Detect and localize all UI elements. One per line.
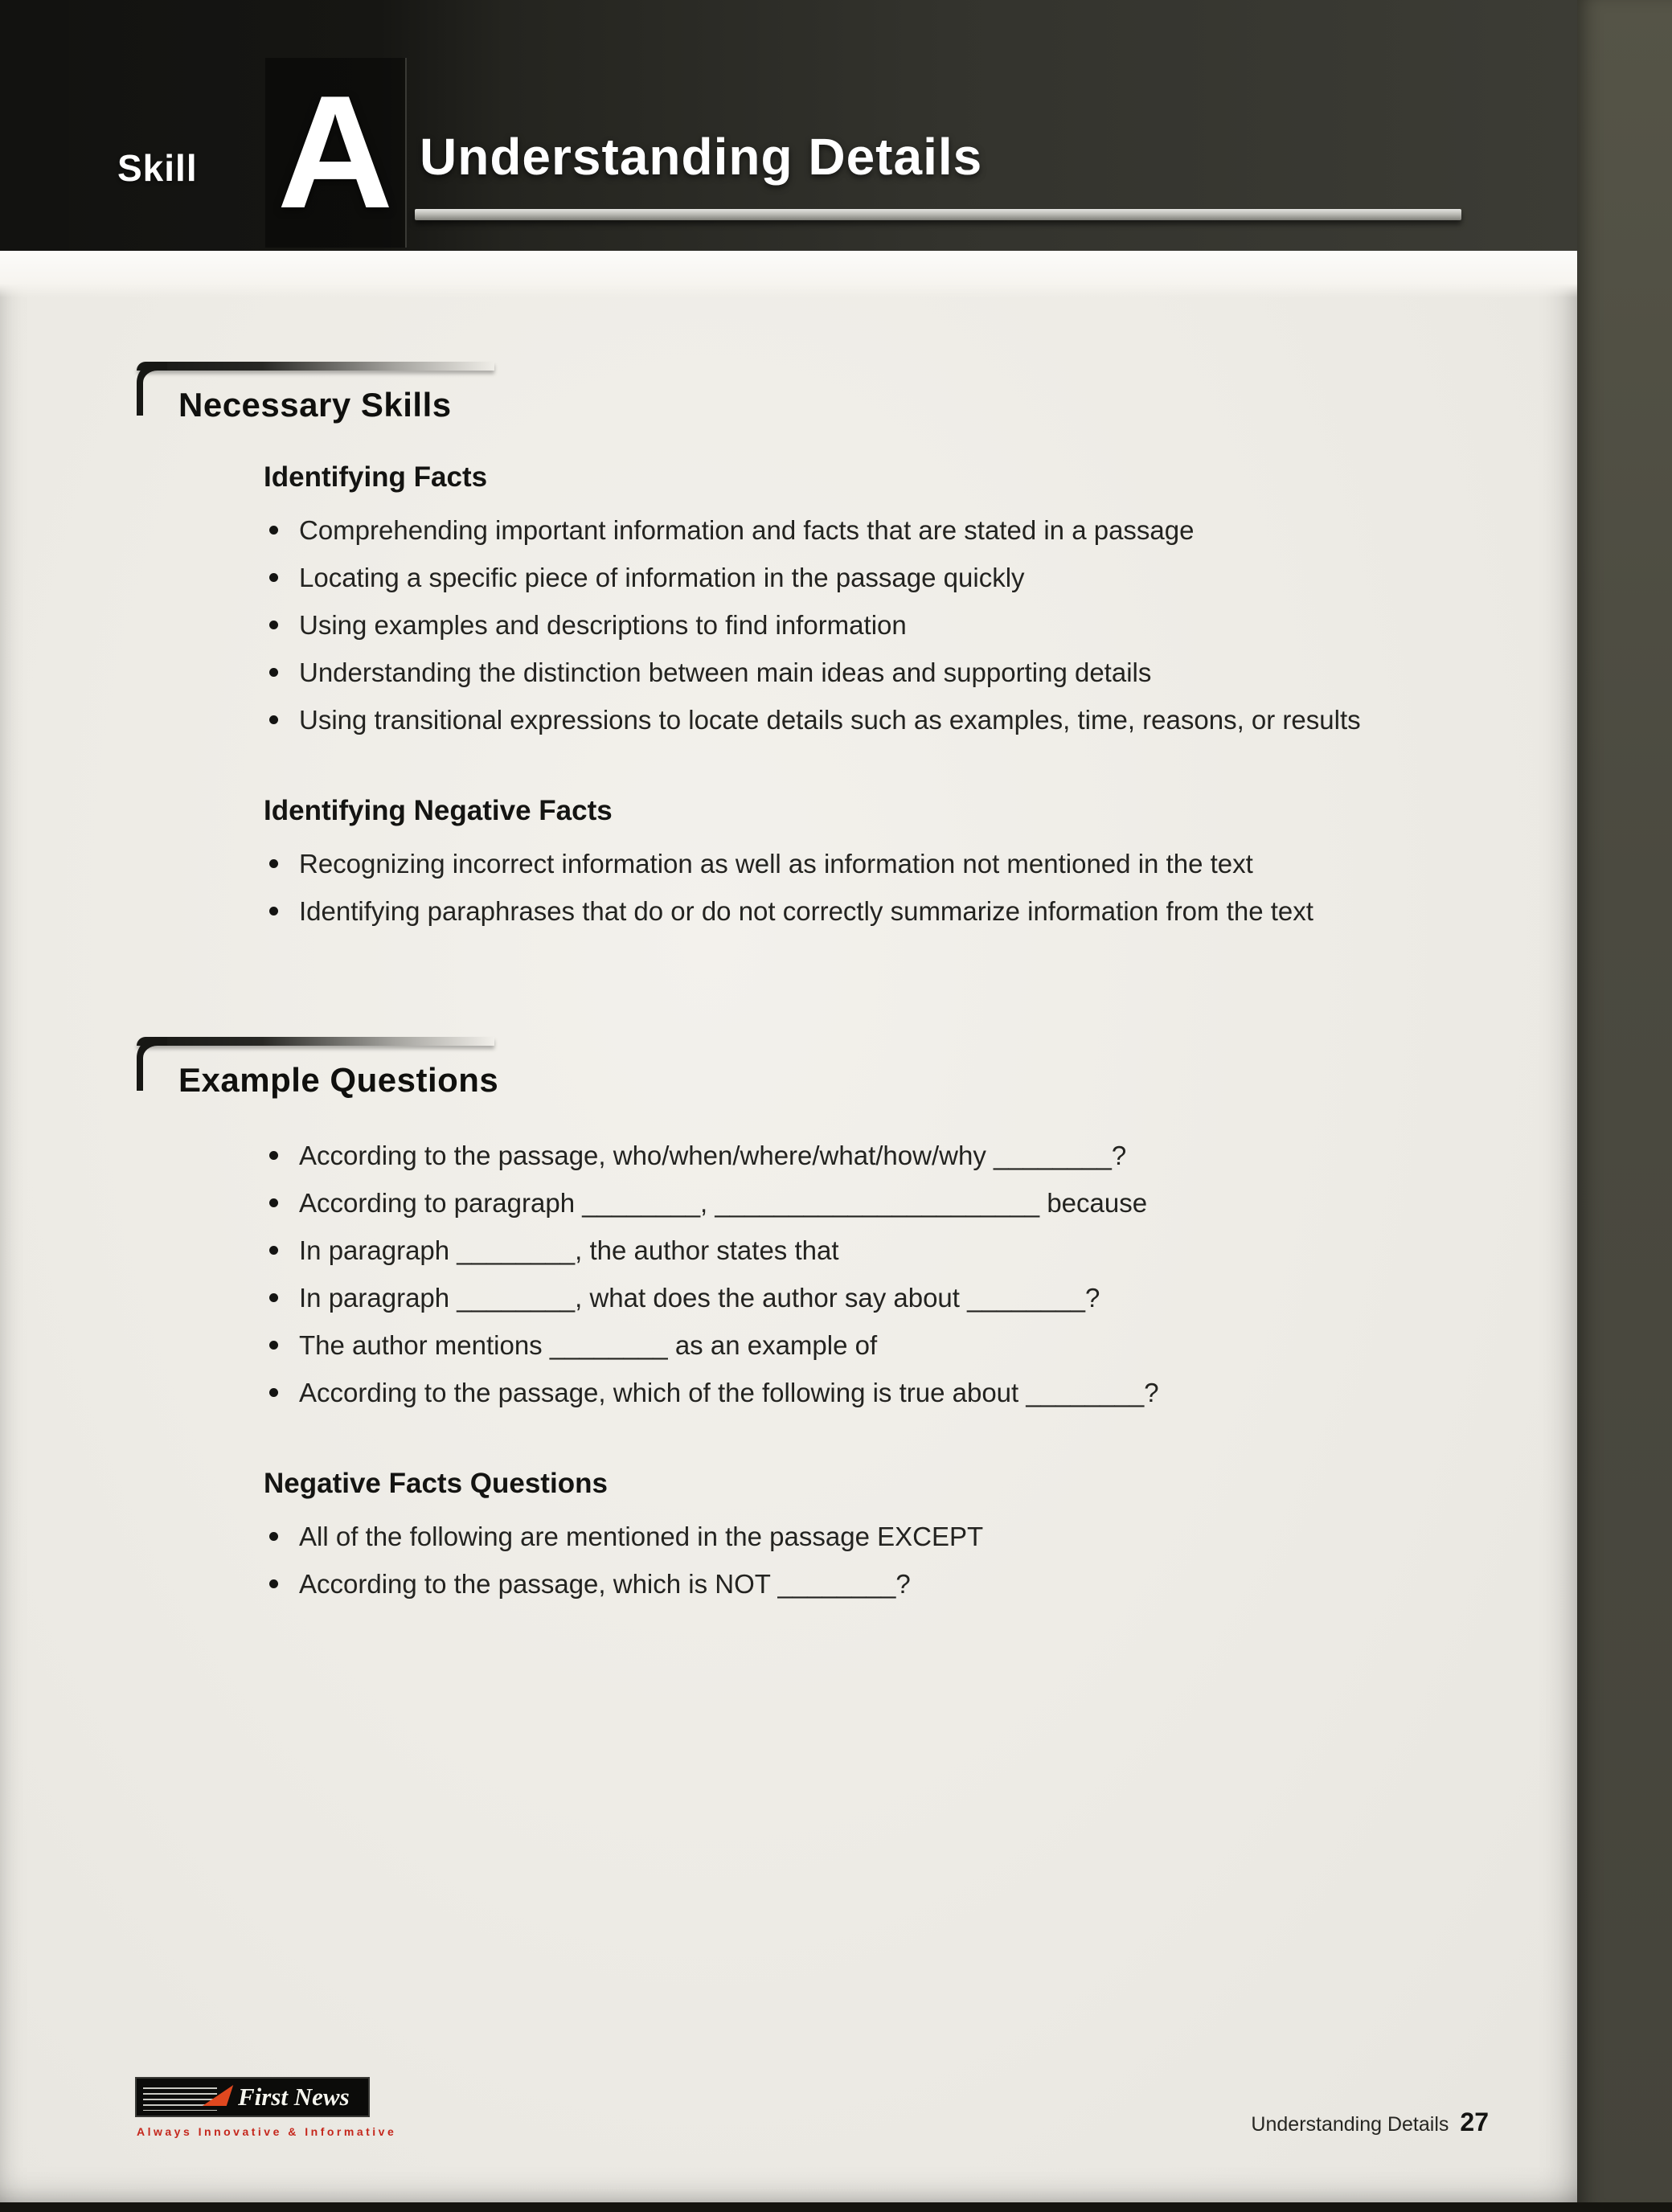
bottom-dark-strip <box>0 2202 1672 2212</box>
skill-letter: A <box>277 63 394 242</box>
identifying-facts-list <box>264 506 1487 743</box>
bullet-item: According to the passage, which is NOT ________? <box>264 1560 1487 1608</box>
publisher-tagline: Always Innovative & Informative <box>137 2125 397 2138</box>
page-edge-strip <box>1577 0 1672 2212</box>
necessary-skills-section <box>137 362 1487 935</box>
publisher-logo <box>135 2077 370 2117</box>
subtitle-identifying-facts: Identifying Facts <box>264 461 488 493</box>
publisher-name: First News <box>238 2083 350 2111</box>
section-title: Necessary Skills <box>178 386 452 424</box>
bullet-item: According to the passage, who/when/where/what/how/why ________? <box>264 1132 1487 1179</box>
section-header-necessary-skills <box>137 362 1487 424</box>
bullet-item: According to paragraph ________, ______________________ because <box>264 1179 1487 1227</box>
bullet-item: Locating a specific piece of information in the passage quickly <box>264 554 1487 601</box>
example-questions-list <box>264 1132 1487 1416</box>
bullet-item: Identifying paraphrases that do or do not correctly summarize information from the text <box>264 887 1487 935</box>
bullet-item: Comprehending important information and facts that are stated in a passage <box>264 506 1487 554</box>
left-dark-strip <box>0 0 69 251</box>
subtitle-negative-facts-questions: Negative Facts Questions <box>264 1468 608 1499</box>
footer-page-info <box>1251 2108 1489 2137</box>
subtitle-identifying-negative-facts: Identifying Negative Facts <box>264 795 613 826</box>
example-questions-section <box>137 1037 1487 1608</box>
bullet-item: Using transitional expressions to locate details such as examples, time, reasons, or results <box>264 696 1487 743</box>
bullet-item: Understanding the distinction between main ideas and supporting details <box>264 649 1487 696</box>
skill-header-band <box>0 0 1577 251</box>
section-title: Example Questions <box>178 1061 499 1099</box>
page-title: Understanding Details <box>420 128 983 186</box>
bullet-item: In paragraph ________, what does the author say about ________? <box>264 1274 1487 1321</box>
identifying-negative-facts-list <box>264 840 1487 935</box>
bullet-item: In paragraph ________, the author states that <box>264 1227 1487 1274</box>
skill-label: Skill <box>117 147 198 189</box>
skill-letter-box <box>265 58 407 248</box>
negative-facts-questions-list <box>264 1513 1487 1608</box>
bullet-item: Recognizing incorrect information as well as information not mentioned in the text <box>264 840 1487 887</box>
bullet-item: All of the following are mentioned in the passage EXCEPT <box>264 1513 1487 1560</box>
bullet-item: Using examples and descriptions to find information <box>264 601 1487 649</box>
footer-page-number: 27 <box>1460 2108 1489 2136</box>
section-header-example-questions <box>137 1037 1487 1100</box>
title-underline-bar <box>415 209 1461 220</box>
bullet-item: The author mentions ________ as an example of <box>264 1321 1487 1369</box>
footer-chapter-label: Understanding Details <box>1251 2113 1449 2136</box>
page-top-highlight <box>0 251 1577 297</box>
bullet-item: According to the passage, which of the following is true about ________? <box>264 1369 1487 1416</box>
